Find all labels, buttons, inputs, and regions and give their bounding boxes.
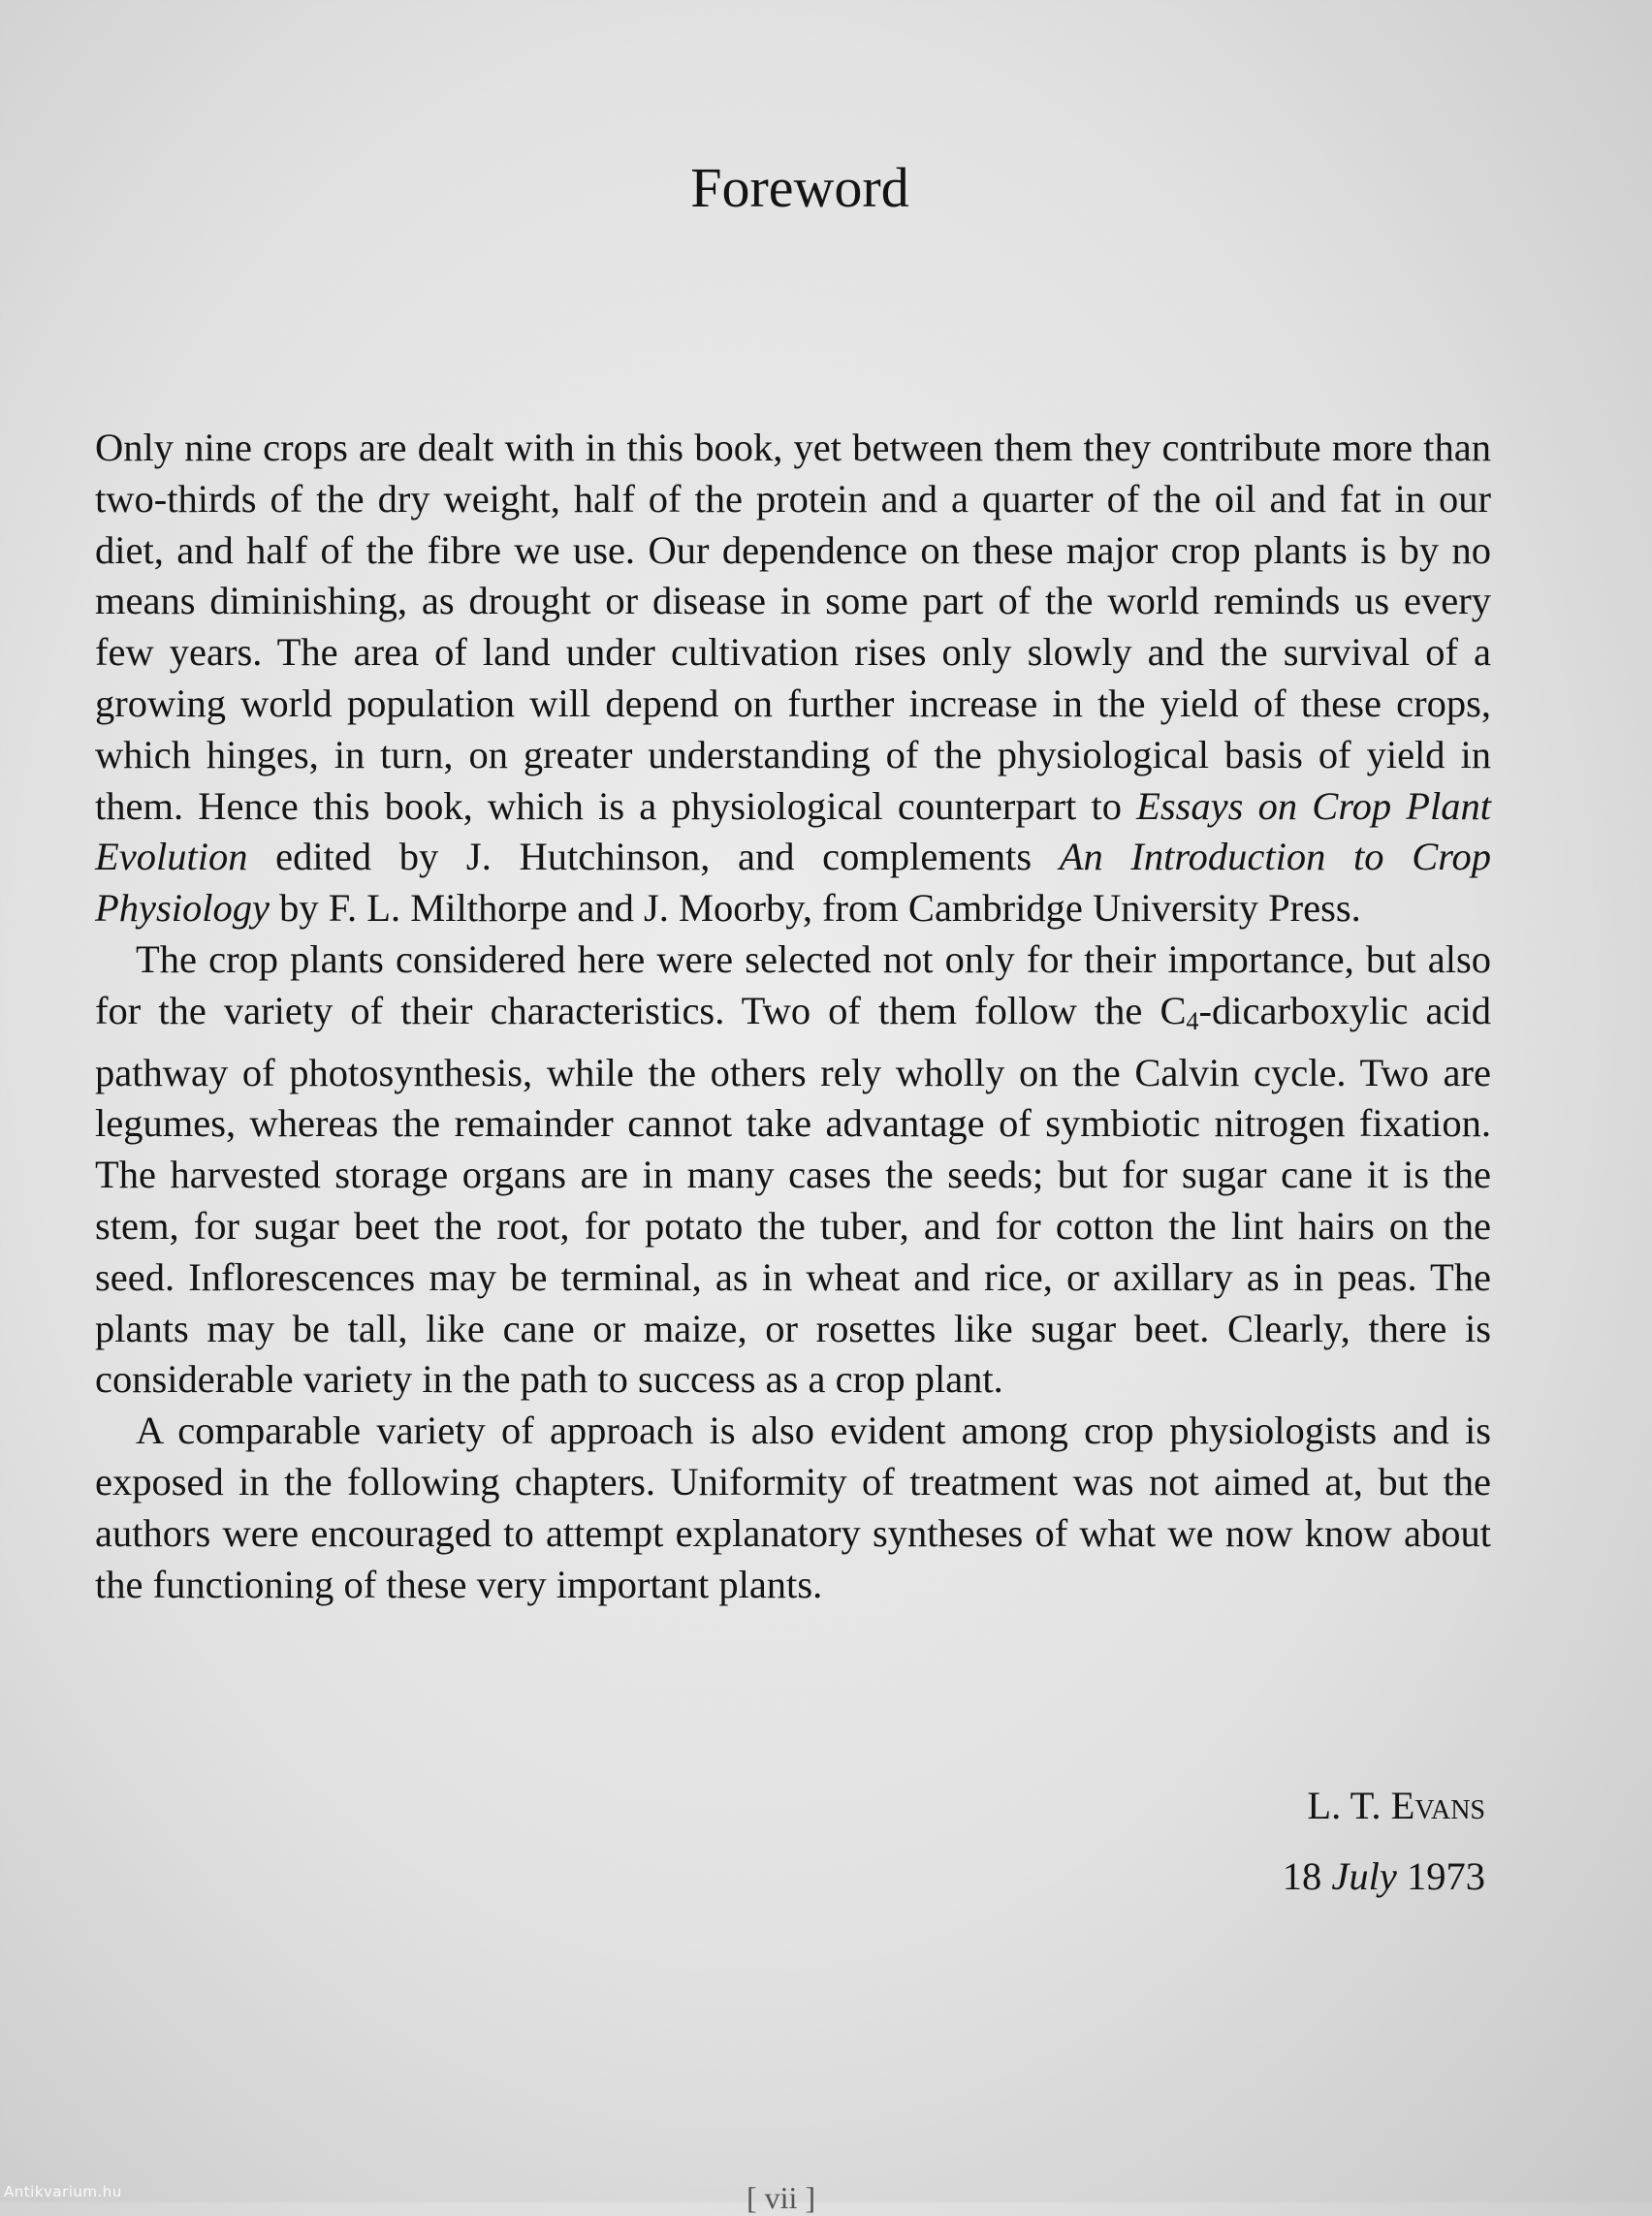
paragraph-3 (95, 1406, 1491, 1610)
paragraph-2-text: The crop plants considered here were selected not only for their importance, but also for the variety of their characteristics. Two of them follow the C (95, 936, 1491, 1032)
paragraph-2 (95, 934, 1491, 1406)
paragraph-1-text-3: by F. L. Milthorpe and J. Moorby, from Cambridge University Press. (269, 886, 1361, 931)
book-title-essays: Essays on Crop Plant Evolution (95, 783, 1492, 879)
paragraph-1-text: Only nine crops are dealt with in this book, yet between them they contribute more than two-thirds of the dry weight, half of the protein and a quarter of the oil and fat in our diet, and half of the fibre we use. Our dependence on these major crop plants is by no means diminishing, as drought or disease in some part of the world reminds us every few years. The area of land under cultivation rises only slowly and the survival of a growing world population will depend on further increase in the yield of these crops, which hinges, in turn, on greater understanding of the physiological basis of yield in them. Hence this book, which is a physiological counterpart to (95, 426, 1491, 828)
paragraph-1-text-2: edited by J. Hutchinson, and complements (247, 835, 1060, 879)
signature-name: L. T. Evans (1307, 1784, 1485, 1827)
foreword-body (95, 423, 1491, 1610)
watermark: Antikvarium.hu (4, 2183, 122, 2200)
page-title: Foreword (690, 156, 909, 219)
page-number: [ vii ] (747, 2180, 816, 2215)
paragraph-3-text: A comparable variety of approach is also evident among crop physiologists and is exposed in the following chapters. Uniformity of treatment was not aimed at, but the authors were encouraged to attempt explanatory syntheses of what we now know about the functioning of these very important plants. (95, 1409, 1491, 1606)
paragraph-2-text-2: -dicarboxylic acid pathway of photosynthesis, while the others rely wholly on the Calvin cycle. Two are legumes, whereas the remainder cannot take advantage of symbiotic nitrogen fixation. The harvested storage organs are in many cases the seeds; but for sugar cane it is the stem, for sugar beet the root, for potato the tuber, and for cotton the lint hairs on the seed. Inflorescences may be terminal, as in wheat and rice, or axillary as in peas. The plants may be tall, like cane or maize, or rosettes like sugar beet. Clearly, there is considerable variety in the path to success as a crop plant. (95, 988, 1491, 1402)
paragraph-1 (95, 423, 1491, 934)
signature-date (969, 1852, 1485, 1902)
subscript-4: 4 (1186, 1006, 1199, 1035)
book-title-introduction: An Introduction to Crop Physiology (95, 835, 1491, 931)
date-month: July (1331, 1854, 1397, 1898)
date-year: 1973 (1396, 1854, 1485, 1898)
date-day: 18 (1282, 1854, 1332, 1898)
